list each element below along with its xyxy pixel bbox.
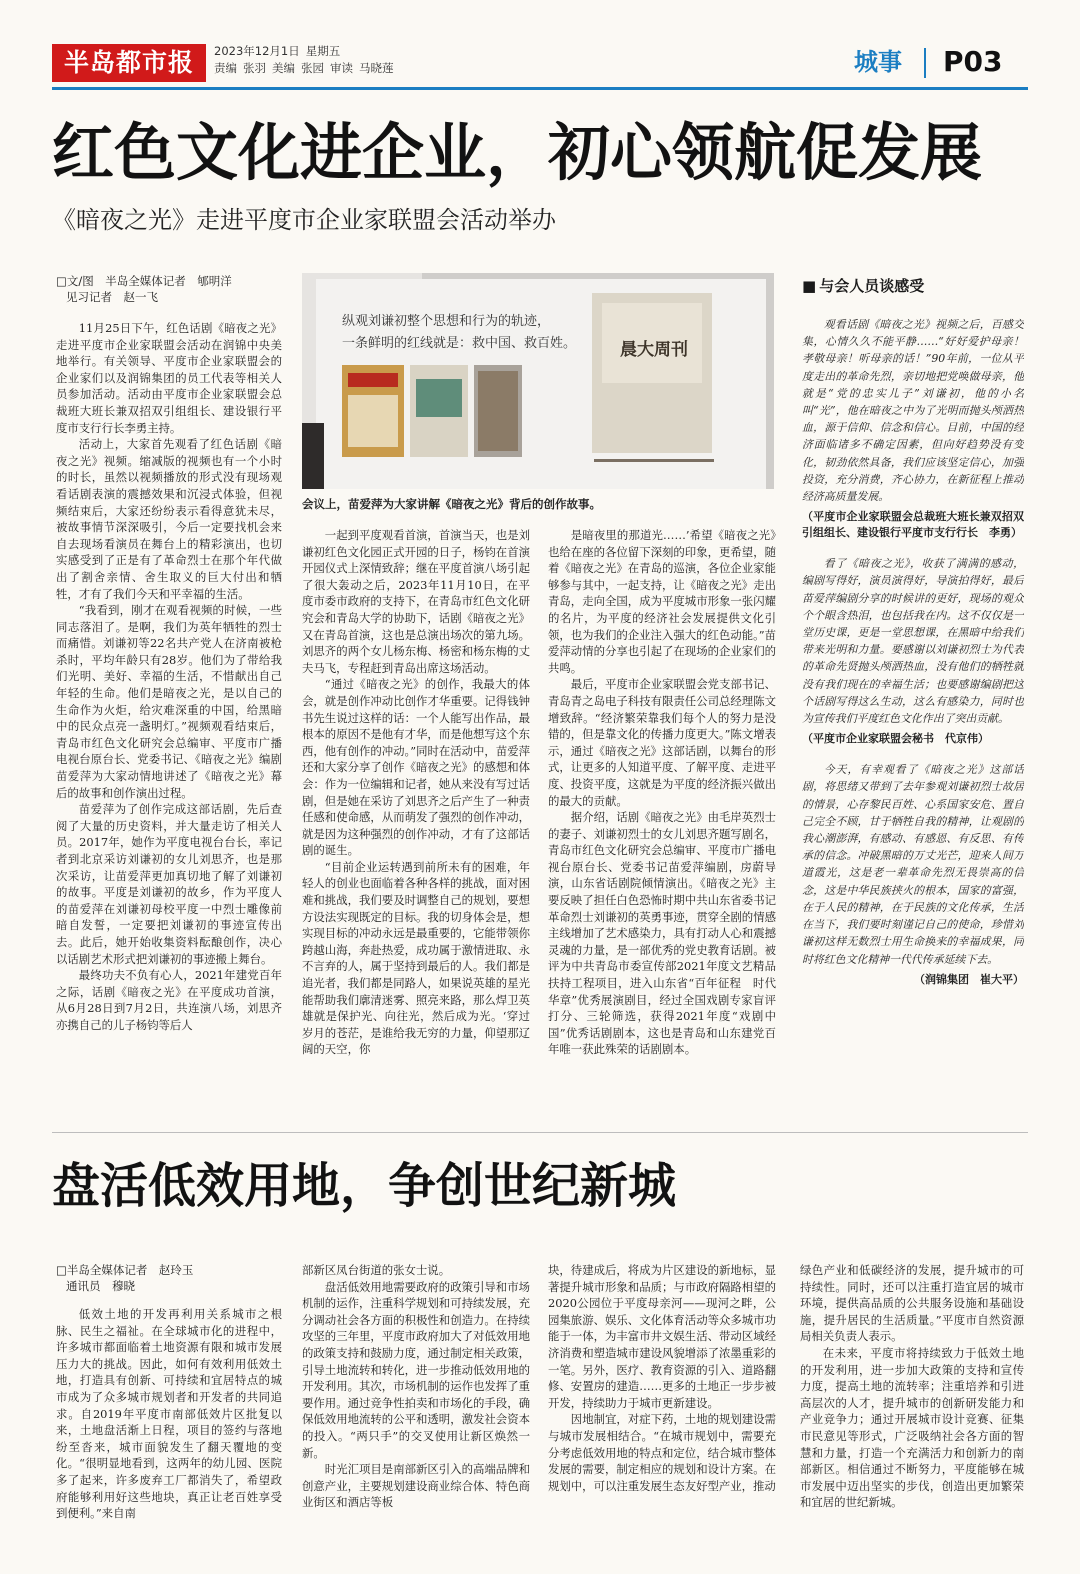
article2-column-1: 低效土地的开发再利用关系城市之根脉、民生之福祉。在全球城市化的进程中，许多城市都面临着土地资源有限和城市发展压力大的挑战。因此，如何有效利用低效土地，打造具有创新、可持续和宜居特点的城市成为了众多城市规划者和开发者的共同追求。自2019年平度市南部低效片区批复以来，土地盘活渐上日程，项目的签约与落地纷至沓来，城市面貌发生了翻天覆地的变化。“很明显地看到，这两年的幼儿园、医院多了起来，许多废弃工厂都消失了，希望政府能够利用好这些地块，真正让老百姓享受到便利。”来自南: [56, 1307, 282, 1521]
article1-headline: 红色文化进企业，初心领航促发展: [52, 116, 983, 189]
article1-photo-caption: 会议上，苗爱萍为大家讲解《暗夜之光》背后的创作故事。: [302, 497, 601, 511]
article1-column-3: 是暗夜里的那道光……’希望《暗夜之光》也给在座的各位留下深刻的印象，更希望，随着《暗夜之光》在青岛的巡演，各位企业家能够参与其中，一起支持，让《暗夜之光》走出青岛，走向全国，成为平度城市形象一张闪耀的名片，为平度的经济社会发展提供文化引领，也为我们的企业注入强大的红色动能。”苗爱萍动情的分享也引起了在现场的企业家们的共鸣。 最后，平度市企业家联盟会党支部书记、青岛青之岛电子科技有限责任公司总经理陈文增致辞。“经济繁荣靠我们每个人的努力是没错的，但是靠文化的传播力度更大。”陈文增表示，通过《暗夜之光》这部话剧，以舞台的形式，让更多的人知道平度、了解平度、走进平度、投资平度，这就是为平度的经济振兴做出的最大的贡献。 据介绍，话剧《暗夜之光》由毛岸英烈士的妻子、刘谦初烈士的女儿刘思齐题写剧名，青岛市红色文化研究会总编审、平度市广播电视台原台长、党委书记苗爱萍编剧，房蔚导演，山东省话剧院倾情演出。《暗夜之光》主要反映了担任白色恐怖时期中共山东省委书记革命烈士刘谦初的英勇事迹，贯穿全剧的情感主线增加了艺术感染力，具有打动人心和震撼灵魂的力量，是一部优秀的党史教育话剧。被评为中共青岛市委宣传部2021年度文艺精品扶持工程项目，进入山东省“百年征程 时代华章”优秀展演剧目，经过全国戏剧专家盲评打分、三轮筛选，获得2021年度“戏剧中国”优秀话剧剧本，这也是青岛和山东建党百年唯一获此殊荣的话剧剧本。: [548, 528, 776, 1057]
article1-byline: □文/图 半岛全媒体记者 郇明洋 见习记者 赵一飞: [56, 274, 232, 304]
section-divider: [924, 48, 926, 78]
sidebar-signature: （平度市企业家联盟会总裁班大班长兼双招双引组组长、建设银行平度市支行行长 李勇）: [802, 510, 1024, 540]
sidebar-title: ■ 与会人员谈感受: [802, 275, 924, 297]
editor-credits: 责编 张羽 美编 张园 审读 马晓莲: [214, 61, 394, 75]
page-number: P03: [943, 45, 1003, 78]
article2-byline: □半岛全媒体记者 赵玲玉 通讯员 穆晓: [56, 1263, 194, 1293]
sidebar-comment: 看了《暗夜之光》，收获了满满的感动，编剧写得好，演员演得好，导演拍得好，最后苗爱萍编剧分享的时候讲的更好，现场的观众个个眼含热泪，也包括我在内。这不仅仅是一堂历史课，更是一堂思想课，在黑暗中给我们带来光明和力量。要感谢以刘谦初烈士为代表的革命先贤抛头颅洒热血，没有他们的牺牲就没有我们现在的幸福生活；也要感谢编剧把这个话剧写得这么生动，这么有感染力，同时也为宣传我们平度红色文化作出了突出贡献。: [802, 557, 1024, 726]
issue-date-line: [214, 44, 346, 59]
masthead-rule: [52, 87, 1028, 90]
article2-headline: 盘活低效用地，争创世纪新城: [52, 1158, 677, 1214]
newspaper-logo: 半岛都市报: [52, 44, 206, 82]
article2-column-3: 块，待建成后，将成为片区建设的新地标，显著提升城市形象和品质；与市政府隔路相望的2020公园位于平度母亲河——现河之畔，公园集旅游、娱乐、文化体育活动等众多城市功能于一体，为丰富市井文娱生活、带动区域经济消费和塑造城市建设风貌增添了浓墨重彩的一笔。另外，医疗、教育资源的引入、道路翻修、安置房的建造……更多的土地正一步步被开发，持续助力于城市更新建设。 因地制宜，对症下药，土地的规划建设需与城市发展相结合。“在城市规划中，需要充分考虑低效用地的特点和定位，结合城市整体发展的需要，制定相应的规划和设计方案。在规划中，可以注重发展生态友好型产业，推动: [548, 1263, 776, 1493]
sidebar-signature: （润锦集团 崔大平）: [914, 972, 1024, 986]
sidebar-comment: 观看话剧《暗夜之光》视频之后，百感交集，心情久久不能平静……“好好爱护母亲！孝敬母亲！听母亲的话！”90年前，一位从平度走出的革命先烈，亲切地把党唤做母亲，他就是“党的忠实儿子”刘谦初，他的小名叫“光”，他在暗夜之中为了光明而抛头颅洒热血，源于信仰、信念和信心。目前，中国的经济面临诸多不确定因素，但向好趋势没有变化，韧劲依然具备，我们应该坚定信心，加强投资，充分消费，齐心协力，在新征程上推动经济高质量发展。: [802, 318, 1024, 504]
sidebar-comments: [802, 316, 1024, 1086]
article-separator: [52, 1132, 1028, 1133]
slide-text-line-2: 一条鲜明的红线就是：救中国、救百姓。: [342, 336, 577, 351]
article2-column-4: 绿色产业和低碳经济的发展，提升城市的可持续性。同时，还可以注重打造宜居的城市环境，提供高品质的公共服务设施和基础设施，提升居民的生活质量。”平度市自然资源局相关负责人表示。 在未来，平度市将持续致力于低效土地的开发利用，进一步加大政策的支持和宣传力度，提高土地的流转率；注重培养和引进高层次的人才，提升城市的创新研发能力和产业竞争力；通过开展城市设计竞赛、征集市民意见等形式，广泛吸纳社会各方面的智慧和力量，打造一个充满活力和创新力的南部新区。相信通过不断努力，平度能够在城市发展中迈出坚实的步伐，创造出更加繁荣和宜居的世纪新城。: [800, 1263, 1024, 1510]
sidebar-signature: （平度市企业家联盟会秘书 代京伟）: [802, 732, 989, 746]
issue-weekday: 星期五: [305, 44, 341, 58]
article1-photo: [302, 273, 774, 489]
issue-date: 2023年12月1日: [214, 44, 300, 58]
slide-magazine-title: 晨大周刊: [620, 340, 688, 360]
article2-column-2: 部新区凤台街道的张女士说。 盘活低效用地需要政府的政策引导和市场机制的运作，注重科学规划和可持续发展，充分调动社会各方面的积极性和创造力。在持续攻坚的三年里，平度市政府加大了对低效用地的政策支持和鼓励力度，通过制定相关政策，引导土地流转和转化，进一步推动低效用地的开发利用。其次，市场机制的运作也发挥了重要作用。通过竞争性拍卖和市场化的手段，确保低效用地流转的公平和透明，激发社会资本的投入。“两只手”的交叉使用让新区焕然一新。 时光汇项目是南部新区引入的高端品牌和创意产业，主要规划建设商业综合体、特色商业街区和酒店等板: [302, 1263, 530, 1510]
slide-photo-illustration: [302, 273, 774, 489]
article1-subheadline: 《暗夜之光》走进平度市企业家联盟会活动举办: [52, 206, 556, 234]
section-name: 城事: [854, 48, 902, 76]
article1-column-2: 一起到平度观看首演，首演当天，也是刘谦初红色文化园正式开园的日子，杨钧在首演开园仪式上深情致辞；继在平度首演八场引起了很大轰动之后，2023年11月10日，在平度市委市政府的支持下，在青岛市红色文化研究会和青岛大学的协助下，话剧《暗夜之光》又在青岛首演，这也是总演出场次的第九场。刘思齐的两个女儿杨东梅、杨密和杨东梅的丈夫马飞，专程赶到青岛出席这场活动。 “通过《暗夜之光》的创作，我最大的体会，就是创作冲动比创作才华重要。记得钱钟书先生说过这样的话：一个人能写出作品，最根本的原因不是他有才华，而是他想写这个东西，他有创作的冲动。”同时在活动中，苗爱萍还和大家分享了创作《暗夜之光》的感想和体会：作为一位编辑和记者，她从来没有写过话剧，但是她在采访了刘思齐之后产生了一种责任感和使命感，从而萌发了强烈的创作冲动，就是因为这种强烈的创作冲动，才有了这部话剧的诞生。 “目前企业运转遇到前所未有的困难，年轻人的创业也面临着各种各样的挑战，面对困难和挑战，我们要及时调整自己的规划，要想方设法实现既定的目标。我的切身体会是，想实现目标的冲动永远是最重要的，它能带领你跨越山海，奔赴热爱，成功属于激情进取、永不言弃的人，属于坚持到最后的人。我们都是追光者，我们都是同路人，如果说英雄的星光能帮助我们廓清迷雾、照亮来路，那么焊卫英雄就是保护光、向往光，然后成为光。‘穿过岁月的苍茫，是谁给我无穷的力量，仰望那辽阔的天空，你: [302, 528, 530, 1057]
sidebar-comment: 今天，有幸观看了《暗夜之光》这部话剧，将思绪又带到了去年参观刘谦初烈士故居的情景，心存黎民百姓、心系国家安危、置自己完全不顾，甘于牺牲自我的精神，让观剧的我心潮澎湃，有感动、有感恩、有反思、有传承的信念。冲破黑暗的万丈光芒，迎来人间万道霞光，这是老一辈革命先烈无畏崇高的信念，这是中华民族挟火的根本，国家的富强，在于人民的精神，在于民族的文化传承，生活在当下，我们要时刻谨记自己的使命，珍惜刘谦初这样无数烈士用生命换来的幸福成果，同时将红色文化精神一代代传承延续下去。: [802, 763, 1024, 966]
slide-text-line-1: 纵观刘谦初整个思想和行为的轨迹，: [342, 314, 551, 329]
article1-column-1: 11月25日下午，红色话剧《暗夜之光》走进平度市企业家联盟会活动在润锦中央美地举行。有关领导、平度市企业家联盟会的企业家们以及润锦集团的员工代表等相关人员参加活动。活动由平度市企业家联盟会总裁班大班长兼双招双引组组长、建设银行平度市支行行长李勇主持。 活动上，大家首先观看了红色话剧《暗夜之光》视频。缩减版的视频也有一个小时的时长，虽然以视频播放的形式没有现场观看话剧表演的震撼效果和沉浸式体验，但视频结束后，大家还纷纷表示看得意犹未尽，被故事情节深深吸引，今后一定要找机会来自去现场看演员在舞台上的精彩演出，也切实感受到了正是有了革命烈士在那个年代做出了割舍亲情、舍生取义的巨大付出和牺牲，才有了我们今天和平幸福的生活。 “我看到，刚才在观看视频的时候，一些同志落泪了。是啊，我们为英年牺牲的烈士而痛惜。刘谦初等22名共产党人在济南被枪杀时，平均年龄只有28岁。他们为了带给我们光明、美好、幸福的生活，不惜献出自己年轻的生命。他们是暗夜之光，是以自己的生命作为火炬，给灾难深重的中国，给黑暗中的民众点亮一盏明灯。”视频观看结束后，青岛市红色文化研究会总编审、平度市广播电视台原台长、党委书记、《暗夜之光》编剧苗爱萍为大家动情地讲述了《暗夜之光》幕后的故事和创作演出过程。 苗爱萍为了创作完成这部话剧，先后查阅了大量的历史资料，并大量走访了相关人员。2017年，她作为平度电视台台长，率记者到北京采访刘谦初的女儿刘思齐，也是那次采访，让苗爱萍更加真切地了解了刘谦初的故事。平度是刘谦初的故乡，作为平度人的苗爱萍在刘谦初母校平度一中烈士雕像前暗自发誓，一定要把刘谦初的事迹宣传出去。此后，她开始收集资料酝酿创作，决心以话剧艺术形式把刘谦初的事迹搬上舞台。 最终功夫不负有心人，2021年建党百年之际，话剧《暗夜之光》在平度成功首演，从6月28日到7月2日，共连演八场，刘思齐亦携自己的儿子杨钧等后人: [56, 321, 282, 1032]
